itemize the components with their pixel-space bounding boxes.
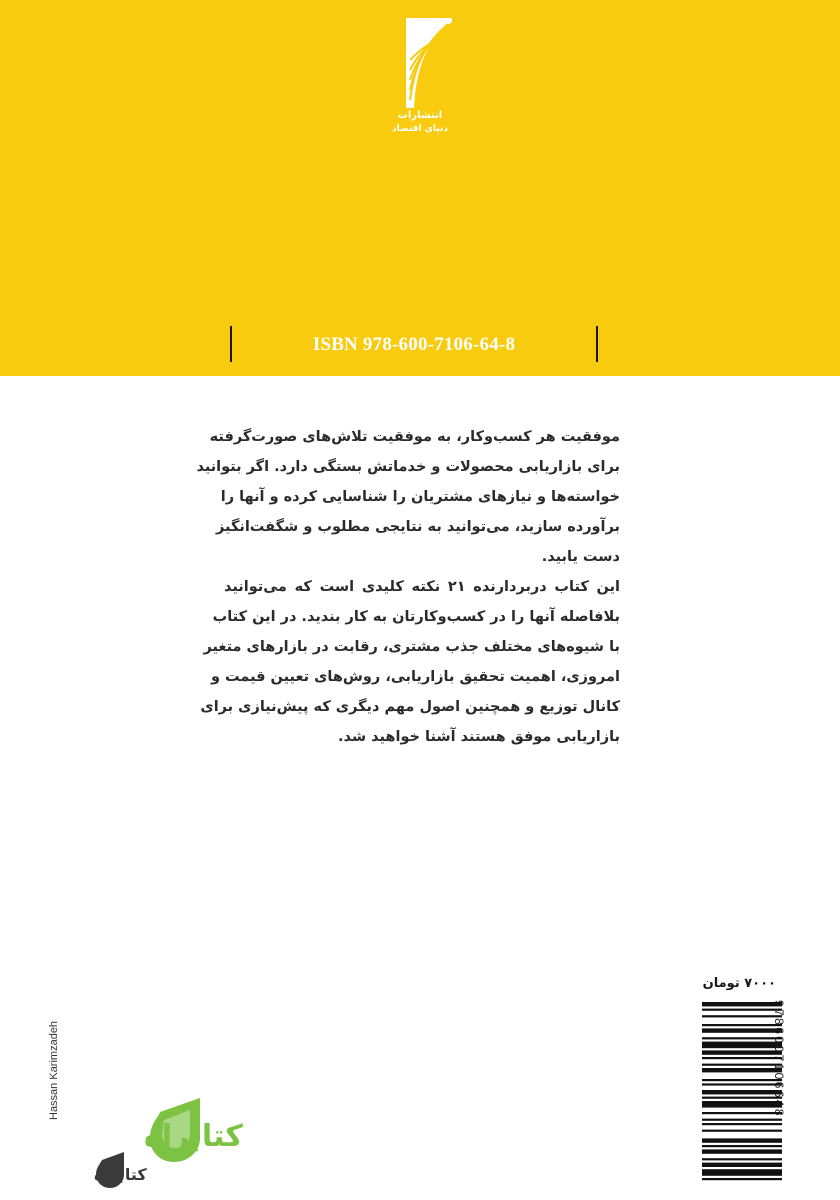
blurb-line: بازاریابی موفق هستند آشنا خواهید شد.: [337, 729, 620, 745]
barcode-bar: [702, 1002, 782, 1006]
barcode-bar: [702, 1064, 782, 1066]
barcode-bar: [702, 1169, 782, 1176]
back-cover-blurb: [196, 422, 620, 752]
blurb-line: با شیوه‌های مختلف جذب مشتری، رقابت در بازارهای متغیر: [203, 639, 620, 655]
blurb-line: امروزی، اهمیت تحقیق بازاریابی، روش‌های تعیین قیمت و: [210, 669, 620, 685]
isbn-text: ISBN 978-600-7106-64-8: [312, 334, 516, 355]
publisher-name: انتشارات: [397, 110, 443, 121]
barcode-bar: [702, 1123, 782, 1125]
blurb-line: موفقیت هر کسب‌وکار، به موفقیت تلاش‌های صورت‌گرفته: [209, 429, 620, 445]
barcode-bar: [702, 1015, 782, 1017]
blurb-line: این کتاب دربردارنده ۲۱ نکته کلیدی است که می‌توانید: [224, 579, 620, 595]
price-label: ۷۰۰۰ تومان: [702, 976, 776, 991]
book-fan-icon: [386, 10, 456, 110]
blurb-line: خواسته‌ها و نیازهای مشتریان را شناسایی کرده و آنها را: [220, 489, 620, 505]
barcode-bar: [702, 1130, 782, 1132]
svg-text:کتابراه: کتابراه: [94, 1165, 147, 1184]
barcode-bar: [702, 1119, 782, 1121]
barcode-bar: [702, 1057, 782, 1059]
barcode-bar: [702, 1101, 782, 1108]
blurb-line: کانال توزیع و همچنین اصول مهم دیگری که پیش‌نیازی برای: [200, 699, 620, 715]
barcode-bar: [702, 1083, 782, 1085]
barcode-bar: [702, 1138, 782, 1142]
barcode-bar: [702, 1112, 782, 1114]
barcode-digits: 9786007106648: [772, 1000, 786, 1118]
publisher-subname: دنیای اقتصاد: [392, 124, 448, 134]
barcode-bar: [702, 1145, 782, 1147]
blurb-line: دست یابید.: [541, 549, 620, 565]
barcode-bar: [702, 1050, 782, 1054]
barcode-bar: [702, 1037, 782, 1039]
barcode-bar: [702, 1090, 782, 1094]
ketabrah-watermark: [40, 1090, 243, 1190]
blurb-line: برای بازاریابی محصولات و خدماتش بستگی دارد. اگر بتوانید: [196, 459, 620, 475]
isbn-right-bar: [596, 326, 598, 362]
barcode-bar: [702, 1178, 782, 1180]
barcode-bar: [702, 1097, 782, 1099]
barcode-bar: [702, 1042, 782, 1049]
blurb-line: برآورده سازید، می‌توانید به نتایجی مطلوب و شگفت‌انگیز: [216, 519, 620, 535]
designer-credit: Hassan Karimzadeh: [48, 1020, 60, 1120]
isbn-row: [228, 326, 600, 362]
svg-text:کتابراه: کتابراه: [144, 1119, 243, 1154]
barcode-bar: [702, 1158, 782, 1160]
blurb-line: بلافاصله آنها را در کسب‌وکارتان به کار بندید. در این کتاب: [212, 609, 620, 625]
barcode-bar: [702, 1079, 782, 1081]
barcode-bar: [702, 1009, 782, 1011]
barcode-bar: [702, 1028, 782, 1032]
barcode-bar: [702, 1163, 782, 1167]
barcode-bar: [702, 1068, 782, 1072]
publisher-logo: [370, 10, 470, 140]
barcode-bar: [702, 1024, 782, 1026]
barcode-bar: [702, 1149, 782, 1153]
